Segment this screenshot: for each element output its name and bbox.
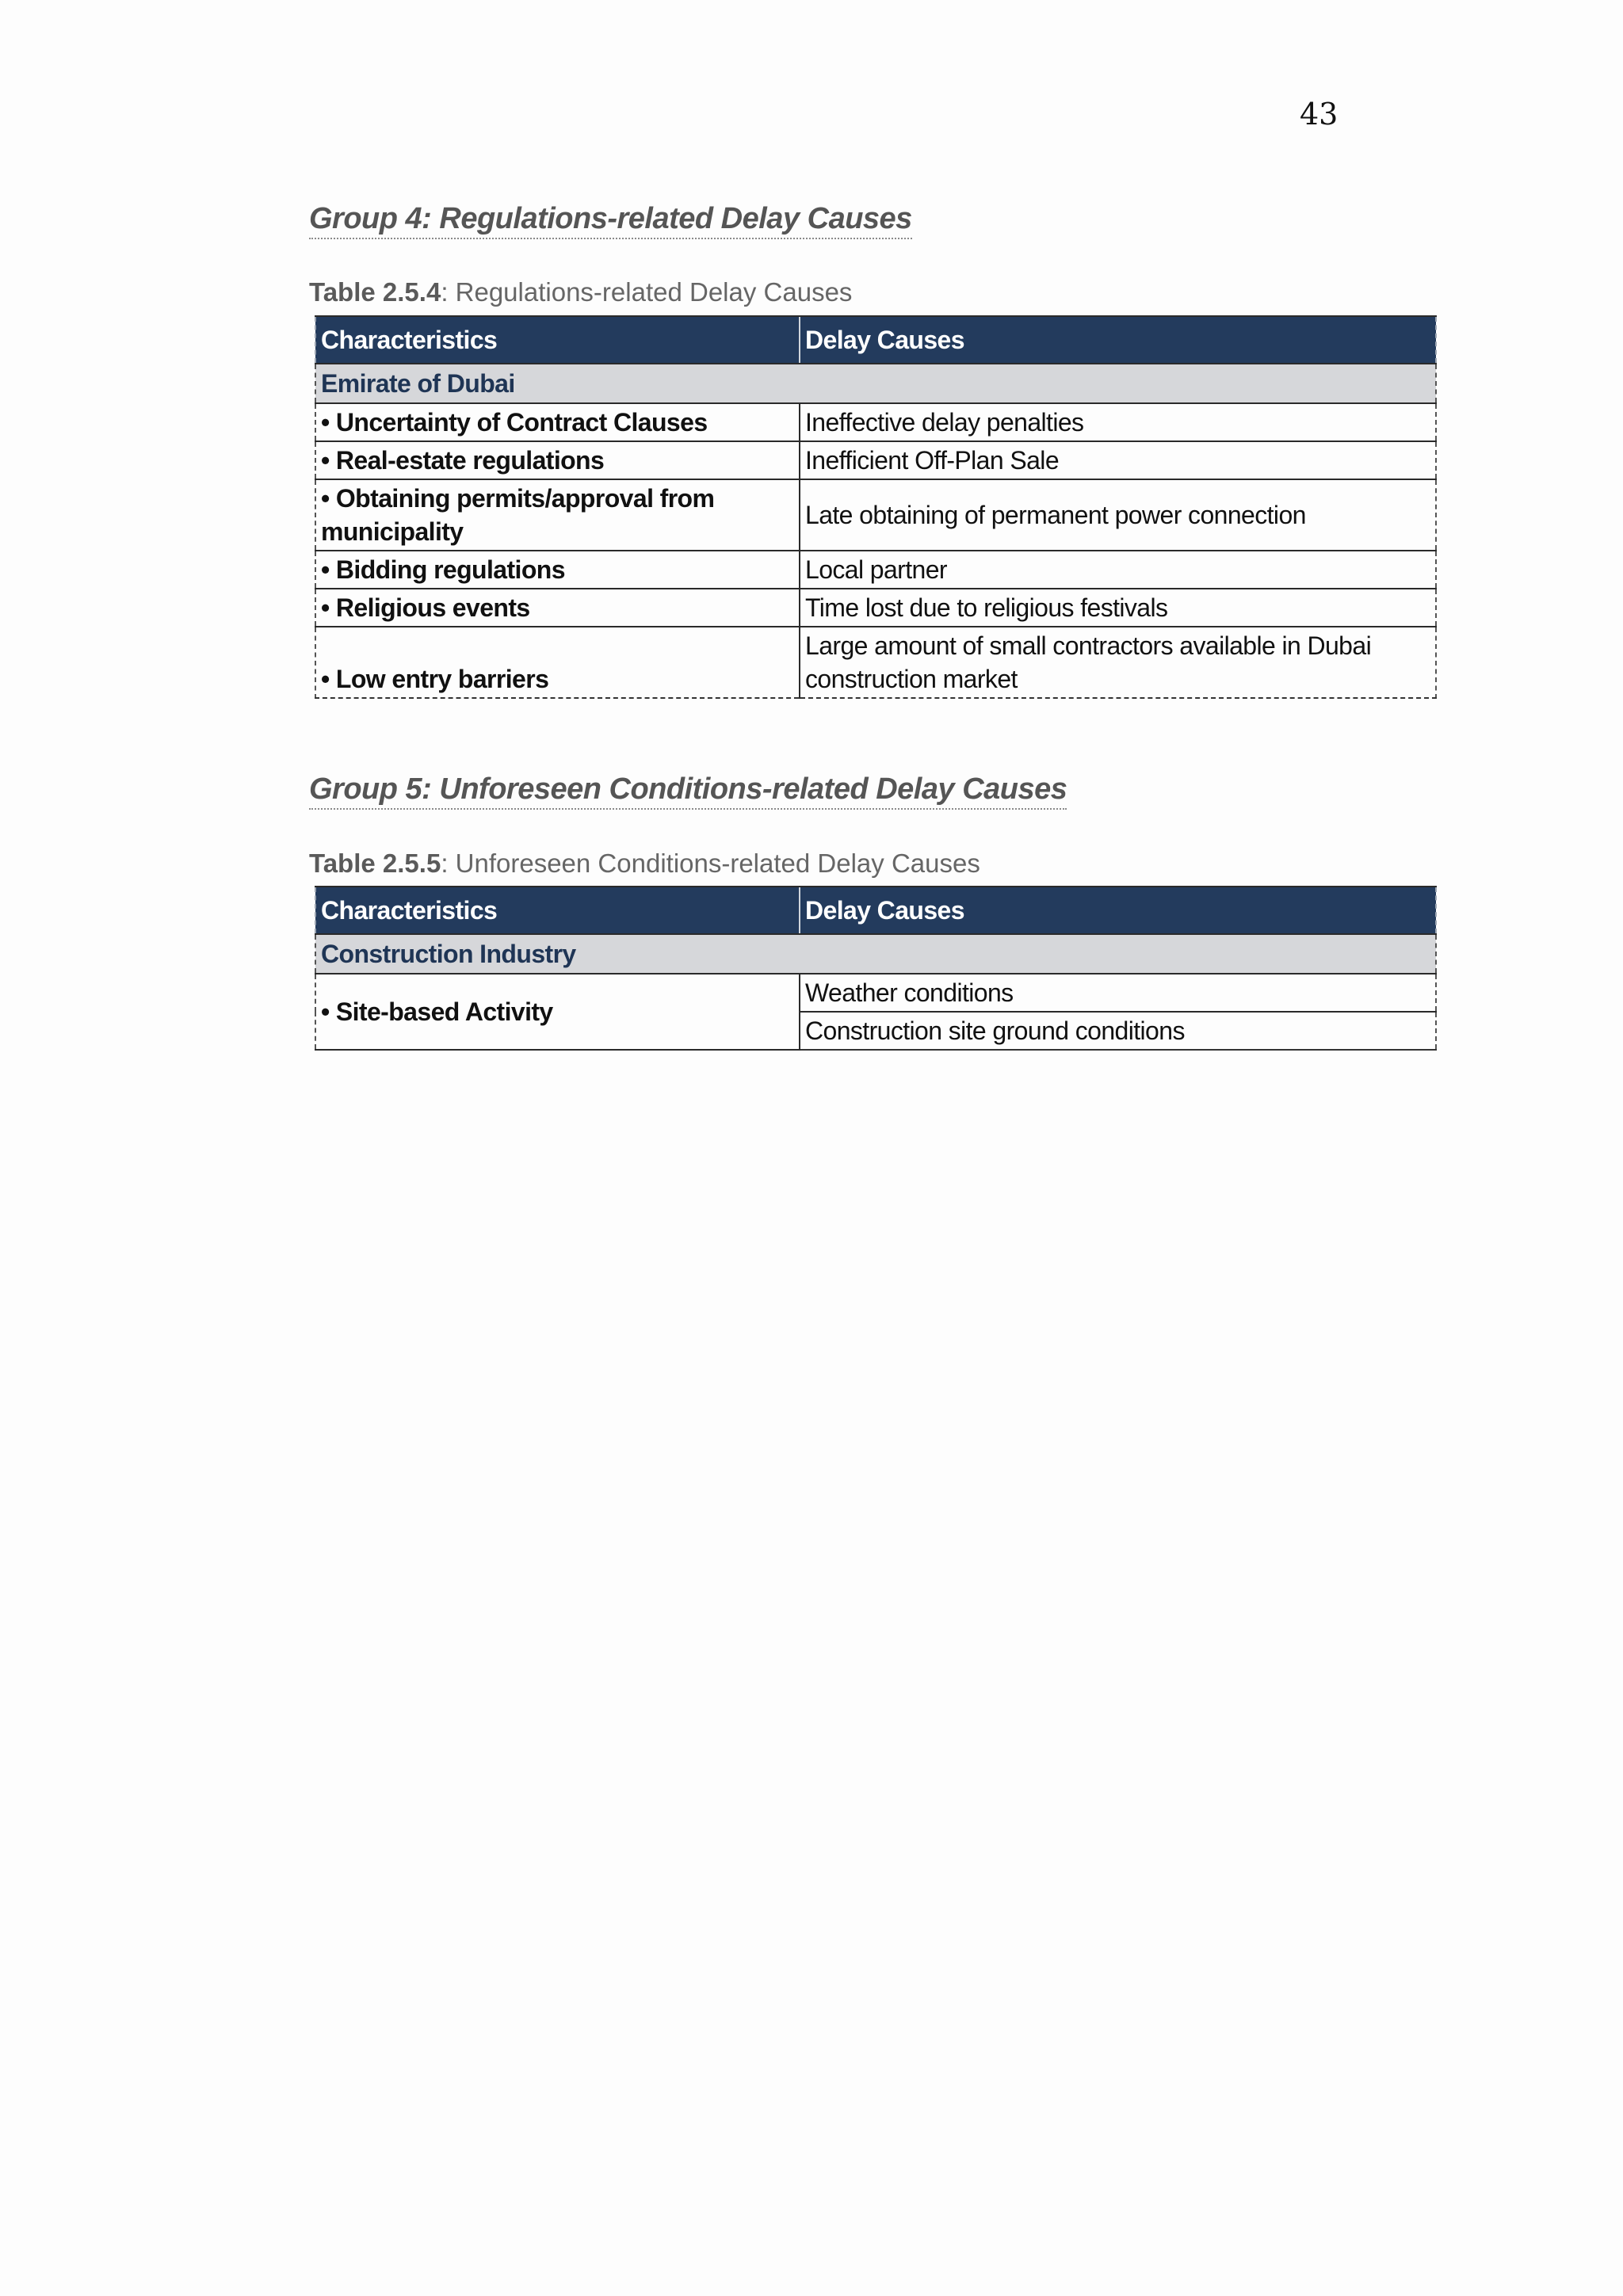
characteristic-cell: • Real-estate regulations <box>315 441 800 479</box>
table-header-row <box>315 316 1436 364</box>
characteristic-cell: • Low entry barriers <box>315 627 800 698</box>
table-row <box>315 441 1436 479</box>
table-row <box>315 403 1436 441</box>
cause-cell: Time lost due to religious festivals <box>800 589 1436 627</box>
cause-cell: Weather conditions <box>800 974 1436 1012</box>
table-row <box>315 479 1436 551</box>
table-group-row <box>315 934 1436 974</box>
header-delay-causes: Delay Causes <box>800 887 1436 934</box>
group-label-emirate-of-dubai: Emirate of Dubai <box>315 364 1436 403</box>
table-caption-label: Table 2.5.4 <box>309 277 441 307</box>
cause-cell: Ineffective delay penalties <box>800 403 1436 441</box>
header-characteristics: Characteristics <box>315 887 800 934</box>
table-row <box>315 589 1436 627</box>
cause-cell: Local partner <box>800 551 1436 589</box>
cause-cell: Construction site ground conditions <box>800 1012 1436 1050</box>
unforeseen-conditions-delay-table <box>315 886 1437 1051</box>
table-2-5-5-caption <box>309 849 980 879</box>
table-row <box>315 974 1436 1012</box>
cause-cell: Late obtaining of permanent power connection <box>800 479 1436 551</box>
table-row <box>315 551 1436 589</box>
cause-cell: Inefficient Off-Plan Sale <box>800 441 1436 479</box>
header-delay-causes: Delay Causes <box>800 316 1436 364</box>
group-5-heading: Group 5: Unforeseen Conditions-related Delay Causes <box>309 772 1067 810</box>
table-row <box>315 627 1436 698</box>
characteristic-cell: • Religious events <box>315 589 800 627</box>
table-caption-text: : Unforeseen Conditions-related Delay Causes <box>441 849 980 878</box>
table-2-5-4-caption <box>309 277 852 307</box>
characteristic-cell: • Obtaining permits/approval from municipality <box>315 479 800 551</box>
characteristic-cell: • Site-based Activity <box>315 974 800 1050</box>
table-caption-text: : Regulations-related Delay Causes <box>441 277 853 307</box>
group-4-heading: Group 4: Regulations-related Delay Causes <box>309 201 912 239</box>
cause-cell: Large amount of small contractors available in Dubai construction market <box>800 627 1436 698</box>
regulations-delay-table <box>315 315 1437 699</box>
characteristic-cell: • Uncertainty of Contract Clauses <box>315 403 800 441</box>
group-label-construction-industry: Construction Industry <box>315 934 1436 974</box>
table-header-row <box>315 887 1436 934</box>
characteristic-cell: • Bidding regulations <box>315 551 800 589</box>
table-caption-label: Table 2.5.5 <box>309 849 441 878</box>
table-group-row <box>315 364 1436 403</box>
header-characteristics: Characteristics <box>315 316 800 364</box>
page-number: 43 <box>1300 97 1338 132</box>
